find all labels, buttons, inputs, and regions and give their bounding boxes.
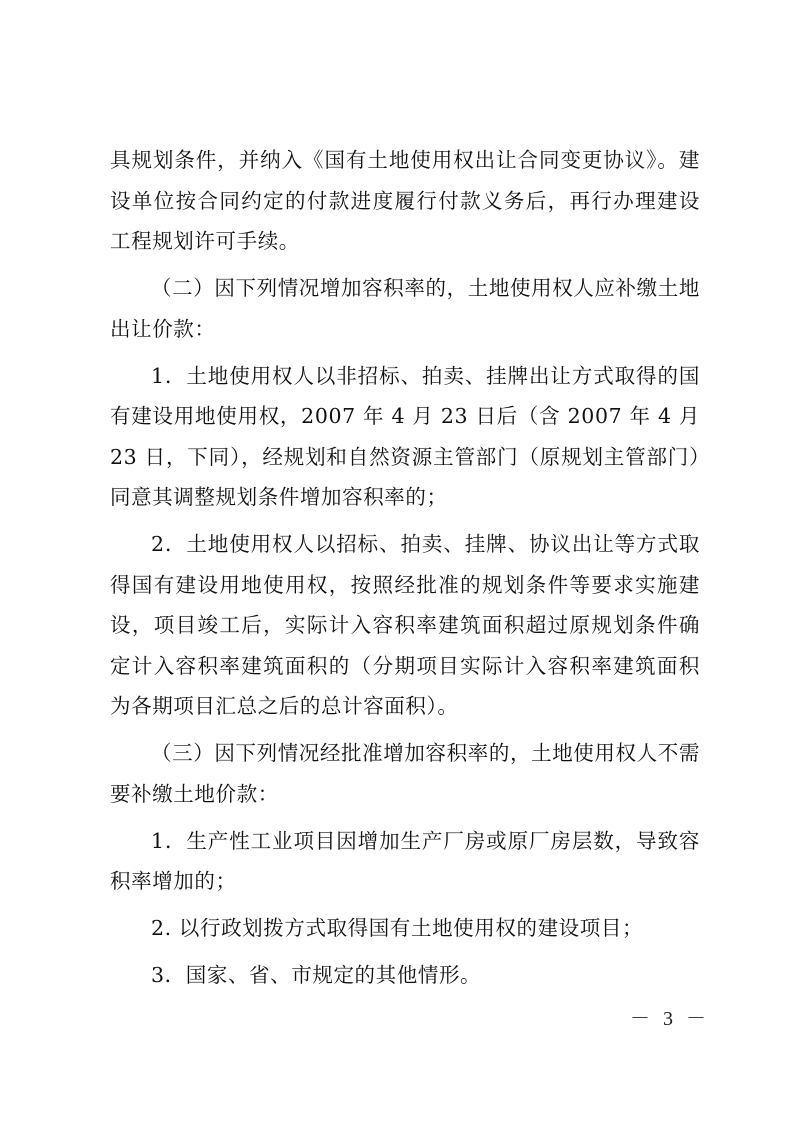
paragraph-item-3-1: 1．生产性工业项目因增加生产厂房或原厂房层数，导致容积率增加的； [110, 828, 700, 893]
paragraph-item-2-1: 1．土地使用权人以非招标、拍卖、挂牌出让方式取得的国有建设用地使用权，2007 年 4 月 23 日后（含 2007 年 4 月 23 日，下同），经规划和自然资源主管部门（原规划主管部门）同意其调整规划条件增加容积率的； [110, 363, 700, 509]
paragraph-section-two: （二）因下列情况增加容积率的，土地使用权人应补缴土地出让价款： [110, 276, 700, 341]
paragraph-item-2-2: 2．土地使用权人以招标、拍卖、挂牌、协议出让等方式取得国有建设用地使用权，按照经批准的规划条件等要求实施建设，项目竣工后，实际计入容积率建筑面积超过原规划条件确定计入容积率建筑面积的（分期项目实际计入容积率建筑面积为各期项目汇总之后的总计容面积）。 [110, 532, 700, 718]
paragraph-section-three: （三）因下列情况经批准增加容积率的，土地使用权人不需要补缴土地价款： [110, 741, 700, 806]
document-body [110, 140, 700, 1002]
paragraph-continuation: 具规划条件，并纳入《国有土地使用权出让合同变更协议》。建设单位按合同约定的付款进度履行付款义务后，再行办理建设工程规划许可手续。 [110, 148, 700, 253]
page-number: － 3 － [630, 1008, 710, 1030]
paragraph-item-3-3: 3．国家、省、市规定的其他情形。 [151, 963, 482, 987]
paragraph-item-3-2: 2. 以行政划拨方式取得国有土地使用权的建设项目； [151, 916, 644, 940]
